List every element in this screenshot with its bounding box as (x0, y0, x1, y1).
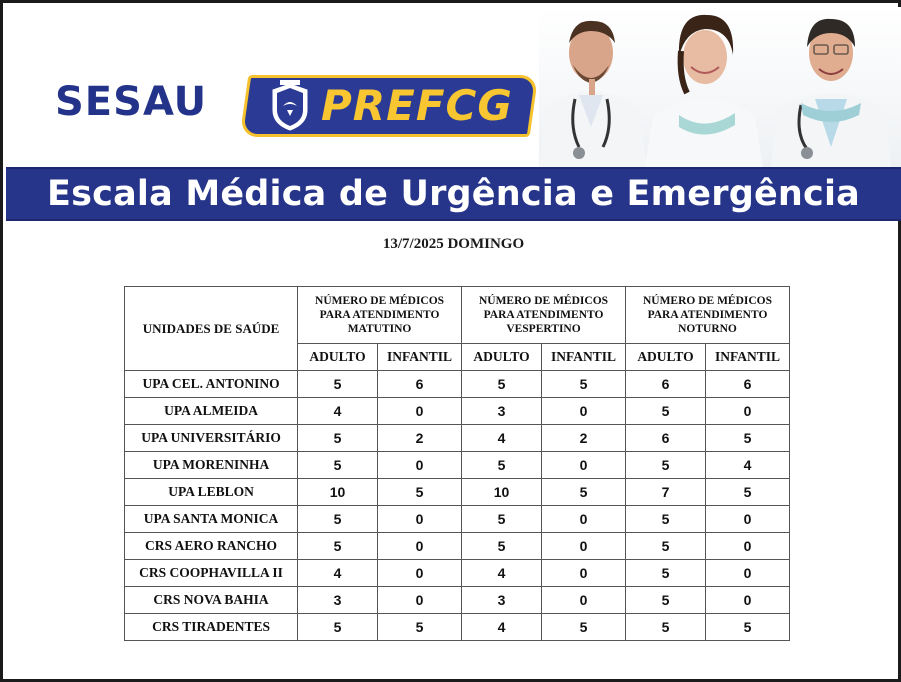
unit-name-cell: CRS AERO RANCHO (125, 533, 298, 560)
doctor-count-cell: 5 (462, 506, 542, 533)
night-header-line2: PARA ATENDIMENTO (647, 309, 768, 321)
afternoon-column-header (462, 287, 626, 344)
doctor-count-cell: 6 (378, 371, 462, 398)
doctor-count-cell: 3 (462, 398, 542, 425)
doctor-count-cell: 5 (705, 425, 789, 452)
doctor-count-cell: 0 (541, 587, 625, 614)
doctor-count-cell: 5 (298, 371, 378, 398)
unit-name-cell: UPA LEBLON (125, 479, 298, 506)
doctor-count-cell: 4 (298, 398, 378, 425)
doctor-count-cell: 0 (541, 452, 625, 479)
doctor-count-cell: 10 (298, 479, 378, 506)
night-column-header (625, 287, 789, 344)
table-row (125, 425, 790, 452)
afternoon-header-line1: NÚMERO DE MÉDICOS (478, 295, 609, 307)
doctor-count-cell: 5 (298, 506, 378, 533)
subheader-child: INFANTIL (705, 344, 789, 371)
subheader-child: INFANTIL (378, 344, 462, 371)
morning-column-header (298, 287, 462, 344)
doctor-count-cell: 6 (625, 371, 705, 398)
doctor-count-cell: 0 (705, 533, 789, 560)
doctor-count-cell: 0 (541, 560, 625, 587)
doctor-count-cell: 4 (462, 614, 542, 641)
table-header-row (125, 287, 790, 344)
table-row (125, 533, 790, 560)
doctor-count-cell: 5 (462, 371, 542, 398)
subheader-adult: ADULTO (462, 344, 542, 371)
doctor-count-cell: 5 (298, 533, 378, 560)
subheader-adult: ADULTO (625, 344, 705, 371)
doctor-count-cell: 7 (625, 479, 705, 506)
schedule-table (124, 286, 790, 641)
subheader-adult: ADULTO (298, 344, 378, 371)
doctor-count-cell: 5 (298, 425, 378, 452)
doctor-count-cell: 0 (705, 560, 789, 587)
prefcg-logo-text: PREFCG (321, 81, 513, 130)
doctor-count-cell: 5 (625, 398, 705, 425)
doctor-count-cell: 5 (462, 452, 542, 479)
table-row (125, 371, 790, 398)
schedule-date: 13/7/2025 DOMINGO (382, 236, 525, 252)
doctor-count-cell: 3 (298, 587, 378, 614)
doctor-count-cell: 0 (378, 506, 462, 533)
doctor-count-cell: 6 (625, 425, 705, 452)
doctor-count-cell: 4 (705, 452, 789, 479)
doctor-count-cell: 5 (378, 614, 462, 641)
table-row (125, 479, 790, 506)
morning-header-line2: PARA ATENDIMENTO (319, 309, 440, 321)
doctor-count-cell: 5 (462, 533, 542, 560)
doctors-photo (539, 7, 901, 167)
sesau-logo: SESAU (55, 79, 208, 125)
doctor-count-cell: 10 (462, 479, 542, 506)
doctor-count-cell: 5 (541, 614, 625, 641)
night-header-line1: NÚMERO DE MÉDICOS (642, 295, 773, 307)
table-row (125, 452, 790, 479)
doctor-count-cell: 6 (705, 371, 789, 398)
table-row (125, 560, 790, 587)
title-banner (6, 167, 901, 221)
doctor-count-cell: 5 (625, 560, 705, 587)
table-row (125, 398, 790, 425)
doctor-count-cell: 5 (705, 479, 789, 506)
unit-name-cell: CRS TIRADENTES (125, 614, 298, 641)
unit-name-cell: UPA MORENINHA (125, 452, 298, 479)
doctor-count-cell: 5 (378, 479, 462, 506)
morning-header-line1: NÚMERO DE MÉDICOS (315, 295, 445, 307)
city-crest-icon (267, 80, 313, 132)
doctor-count-cell: 5 (541, 479, 625, 506)
doctor-count-cell: 5 (625, 614, 705, 641)
doctor-count-cell: 4 (462, 425, 542, 452)
doctor-count-cell: 4 (462, 560, 542, 587)
unit-name-cell: UPA CEL. ANTONINO (125, 371, 298, 398)
doctor-count-cell: 0 (541, 533, 625, 560)
doctor-count-cell: 2 (541, 425, 625, 452)
doctor-count-cell: 0 (378, 452, 462, 479)
doctor-count-cell: 2 (378, 425, 462, 452)
doctor-count-cell: 5 (625, 587, 705, 614)
page-title: Escala Médica de Urgência e Emergência (47, 174, 860, 214)
afternoon-header-line2: PARA ATENDIMENTO (483, 309, 604, 321)
doctor-count-cell: 0 (378, 398, 462, 425)
doctor-count-cell: 5 (705, 614, 789, 641)
units-column-header: UNIDADES DE SAÚDE (125, 287, 298, 371)
subheader-child: INFANTIL (541, 344, 625, 371)
schedule-table-body (125, 371, 790, 641)
afternoon-header-line3: VESPERTINO (506, 323, 581, 335)
morning-header-line3: MATUTINO (347, 323, 412, 335)
doctor-count-cell: 5 (625, 533, 705, 560)
night-header-line3: NOTURNO (678, 323, 737, 335)
doctor-count-cell: 0 (541, 398, 625, 425)
doctor-count-cell: 5 (625, 506, 705, 533)
unit-name-cell: CRS COOPHAVILLA II (125, 560, 298, 587)
doctor-count-cell: 5 (298, 614, 378, 641)
table-row (125, 587, 790, 614)
doctor-count-cell: 0 (378, 560, 462, 587)
doctor-count-cell: 0 (378, 533, 462, 560)
unit-name-cell: CRS NOVA BAHIA (125, 587, 298, 614)
table-row (125, 506, 790, 533)
doctor-count-cell: 4 (298, 560, 378, 587)
unit-name-cell: UPA SANTA MONICA (125, 506, 298, 533)
doctor-count-cell: 5 (541, 371, 625, 398)
doctor-count-cell: 0 (378, 587, 462, 614)
doctor-count-cell: 0 (705, 587, 789, 614)
doctor-count-cell: 0 (541, 506, 625, 533)
doctor-count-cell: 5 (298, 452, 378, 479)
unit-name-cell: UPA UNIVERSITÁRIO (125, 425, 298, 452)
doctor-count-cell: 5 (625, 452, 705, 479)
table-row (125, 614, 790, 641)
unit-name-cell: UPA ALMEIDA (125, 398, 298, 425)
doctor-count-cell: 0 (705, 398, 789, 425)
doctor-count-cell: 3 (462, 587, 542, 614)
doctor-count-cell: 0 (705, 506, 789, 533)
